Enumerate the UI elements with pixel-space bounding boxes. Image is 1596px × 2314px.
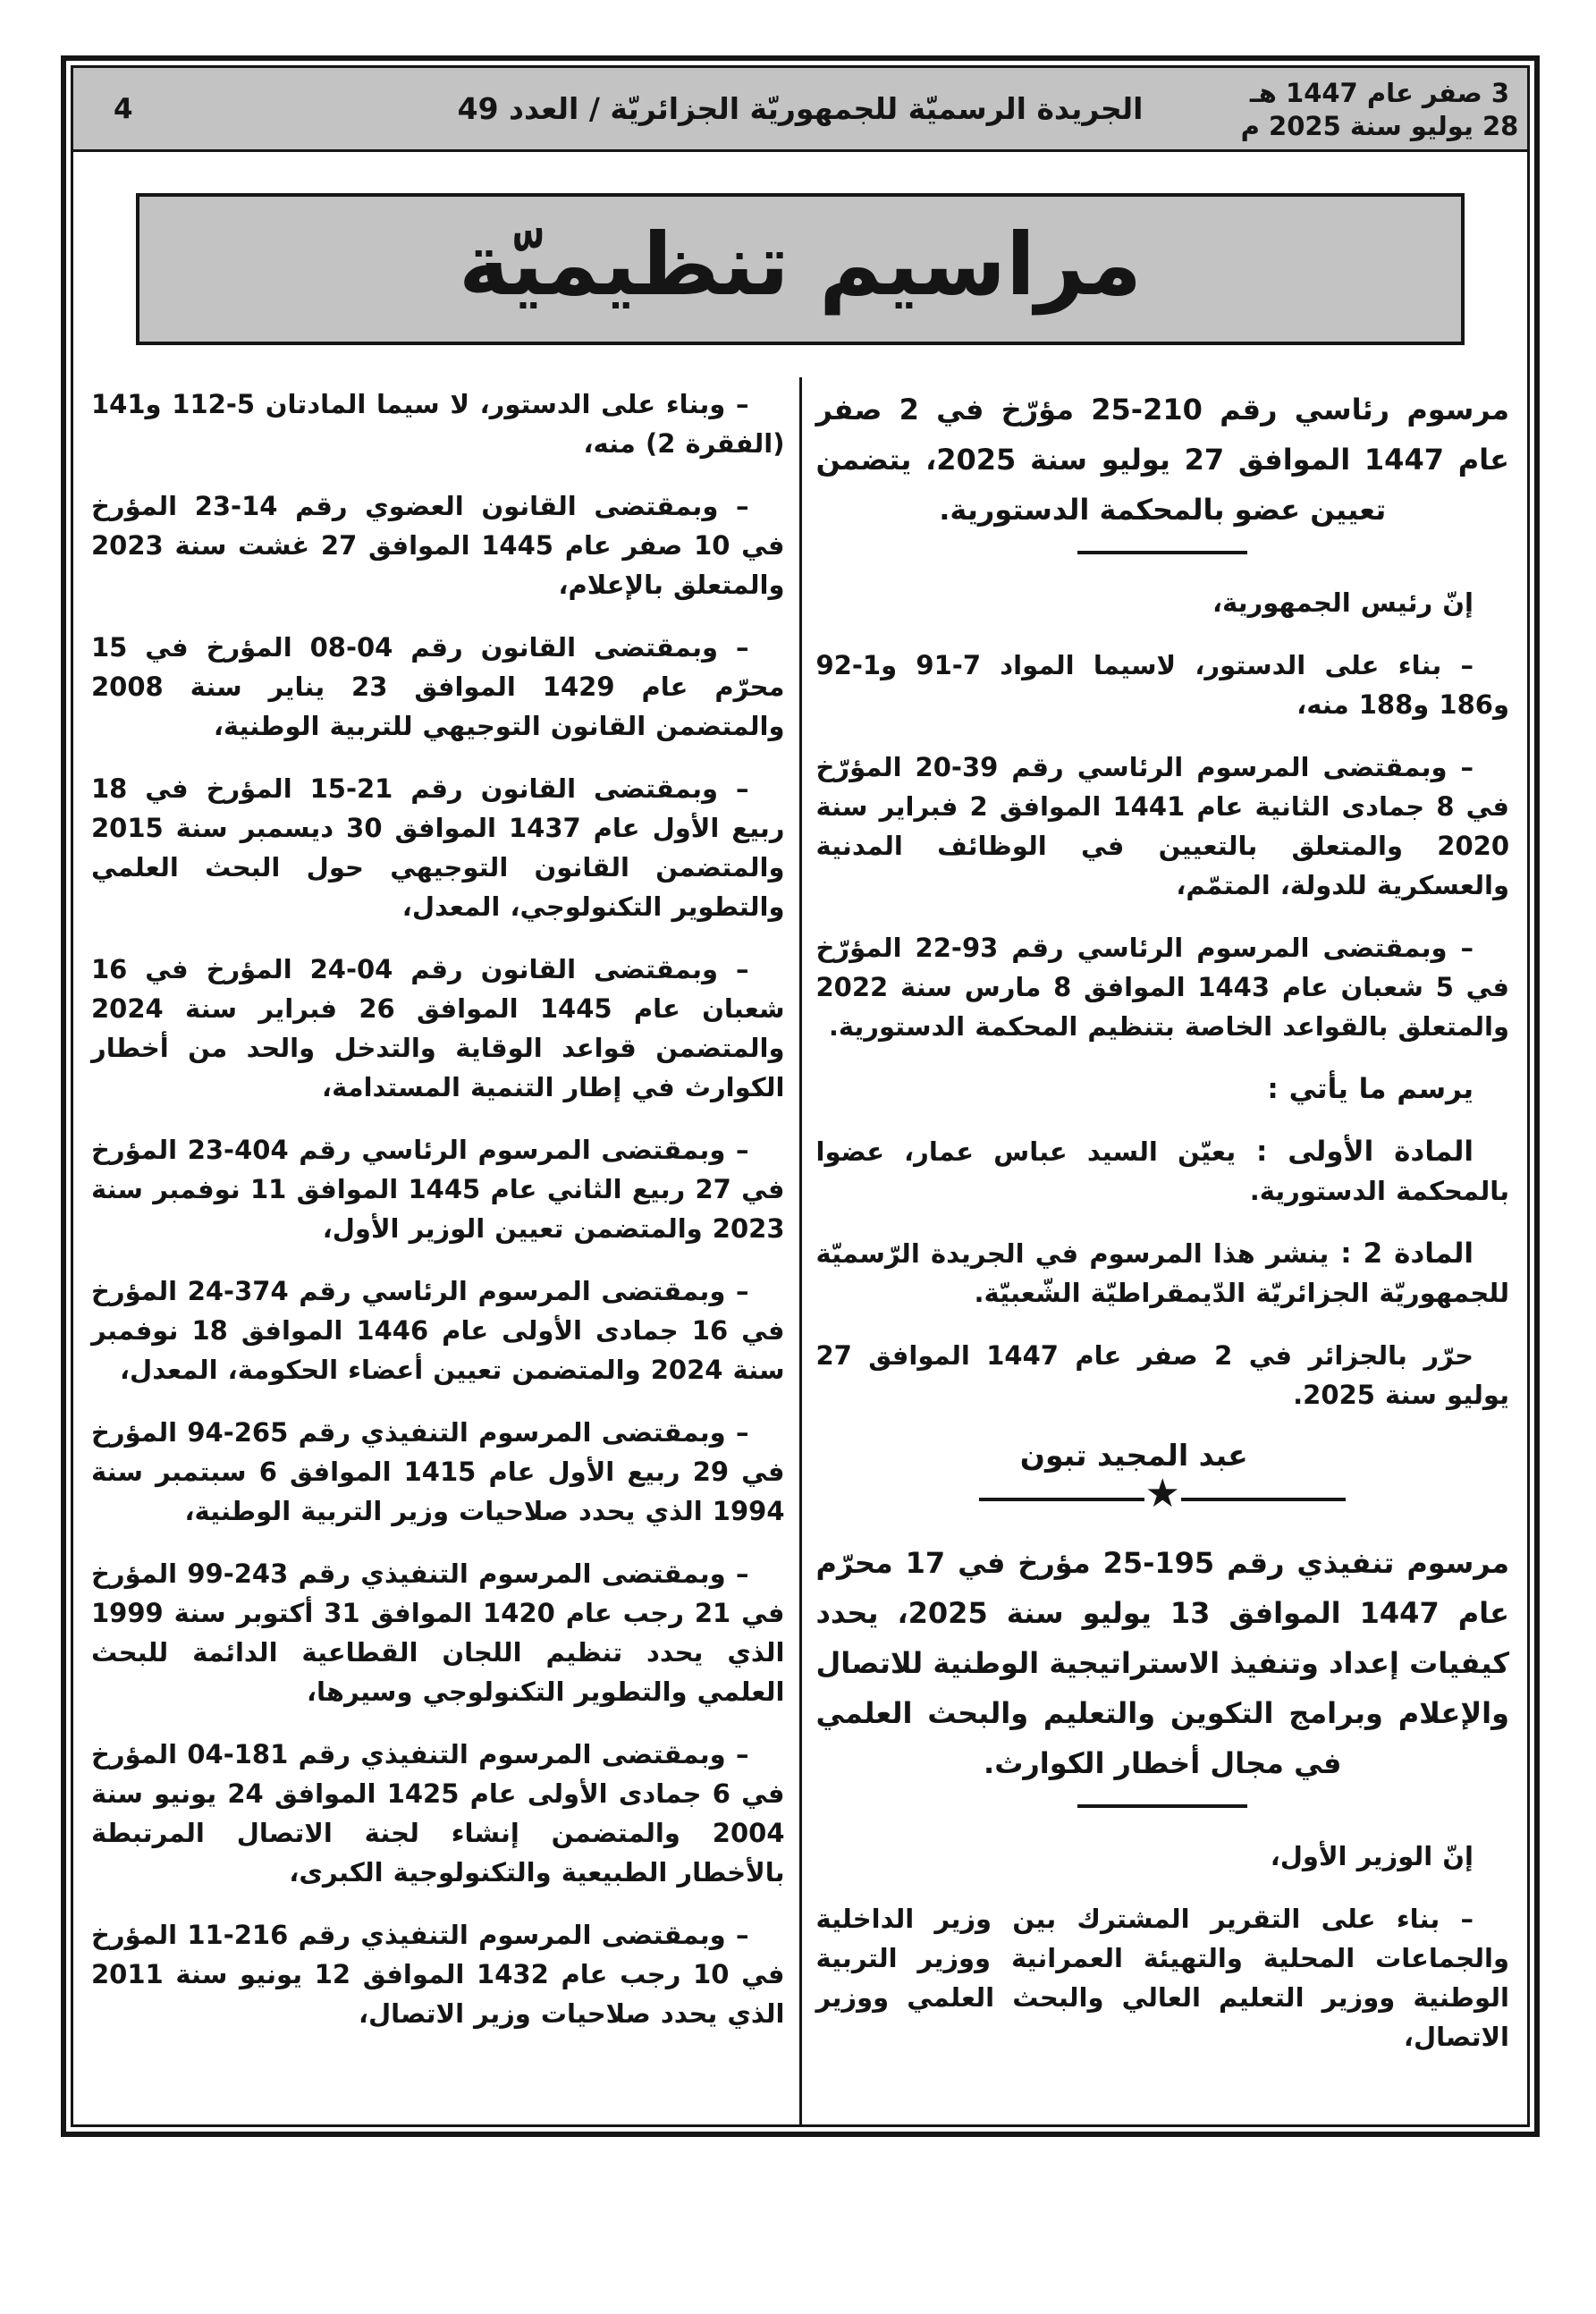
journal-title: الجريدة الرسميّة للجمهوريّة الجزائريّة / العدد 49 <box>457 91 1144 126</box>
decree-title-presidential: مرسوم رئاسي رقم 210-25 مؤرّخ في 2 صفر عام 1447 الموافق 27 يوليو سنة 2025، يتضمن تعيين عضو بالمحكمة الدستورية. <box>815 393 1510 527</box>
right-column <box>802 377 1524 2124</box>
paragraph-intro-prime-minister: إنّ الوزير الأول، <box>1270 1841 1474 1872</box>
section-rule <box>1077 551 1247 554</box>
article-2-text: ينشر هذا المرسوم في الجريدة الرّسميّة للجمهوريّة الجزائريّة الدّيمقراطيّة الشّعبيّة. <box>815 1238 1509 1308</box>
masthead-dates <box>1232 75 1527 143</box>
section-rule <box>1077 1804 1247 1808</box>
paragraph-visa: – وبمقتضى القانون رقم 04-08 المؤرخ في 15 محرّم عام 1429 الموافق 23 يناير سنة 2008 والمتضمن القانون التوجيهي للتربية الوطنية، <box>91 632 785 741</box>
paragraph-visa: – وبمقتضى القانون رقم 21-15 المؤرخ في 18 ربيع الأول عام 1437 الموافق 30 ديسمبر سنة 2015 والمتضمن القانون التوجيهي حول البحث العلمي والتطوير التكنولوجي، المعدل، <box>91 773 785 922</box>
paragraph-visa: – وبمقتضى المرسوم التنفيذي رقم 181-04 المؤرخ في 6 جمادى الأولى عام 1425 الموافق 24 يونيو سنة 2004 والمتضمن إنشاء لجنة الاتصال المرتبطة بالأخطار الطبيعية والتكنولوجية الكبرى، <box>91 1739 785 1888</box>
separator-line <box>1181 1498 1346 1501</box>
paragraph-visa: – وبمقتضى المرسوم الرئاسي رقم 374-24 المؤرخ في 16 جمادى الأولى عام 1446 الموافق 18 نوفمبر سنة 2024 والمتضمن تعيين أعضاء الحكومة، المعدل، <box>91 1276 785 1385</box>
separator-line <box>979 1498 1144 1501</box>
decrees-banner <box>136 193 1465 345</box>
paragraph-visa: – وبمقتضى المرسوم الرئاسي رقم 404-23 المؤرخ في 27 ربيع الثاني عام 1445 الموافق 11 نوفمبر سنة 2023 والمتضمن تعيين الوزير الأول، <box>91 1135 785 1244</box>
paragraph-visa: – وبمقتضى المرسوم الرئاسي رقم 39-20 المؤرّخ في 8 جمادى الثانية عام 1441 الموافق 2 فبراير سنة 2020 والمتعلق بالتعيين في الوظائف المدنية والعسكرية للدولة، المتمّم، <box>815 752 1510 900</box>
signature: عبد المجيد تبون <box>1019 1438 1248 1473</box>
article-1-text: يعيّن السيد عباس عمار، عضوا بالمحكمة الدستورية. <box>815 1136 1509 1206</box>
paragraph-article-2 <box>816 1234 1510 1313</box>
article-1-lead: المادة الأولى : <box>1236 1136 1474 1168</box>
text-columns <box>73 377 1527 2124</box>
article-2-lead: المادة 2 : <box>1329 1237 1474 1270</box>
paragraph-visa: – بناء على التقرير المشترك بين وزير الداخلية والجماعات المحلية والتهيئة العمرانية ووزير التربية الوطنية ووزير التعليم العالي والبحث العلمي ووزير الاتصال، <box>815 1904 1509 2053</box>
page-inner-frame <box>71 65 1530 2127</box>
decree-title-executive: مرسوم تنفيذي رقم 195-25 مؤرخ في 17 محرّم عام 1447 الموافق 13 يوليو سنة 2025، يحدد كيفيات إعداد وتنفيذ الاستراتيجية الوطنية للاتصال والإعلام وبرامج التكوين والتعليم والبحث العلمي في مجال أخطار الكوارث. <box>815 1546 1510 1781</box>
paragraph-visa: – وبمقتضى القانون رقم 04-24 المؤرخ في 16 شعبان عام 1445 الموافق 26 فبراير سنة 2024 والمتضمن قواعد الوقاية والتدخل والحد من أخطار الكوارث في إطار التنمية المستدامة، <box>91 954 785 1102</box>
paragraph-intro-president: إنّ رئيس الجمهورية، <box>1212 587 1474 618</box>
column-divider <box>799 377 802 2124</box>
star-icon: ★ <box>1144 1471 1180 1516</box>
left-column <box>77 377 799 2124</box>
gazette-page-frame <box>61 55 1540 2137</box>
paragraph-visa: – وبمقتضى المرسوم التنفيذي رقم 243-99 المؤرخ في 21 رجب عام 1420 الموافق 31 أكتوبر سنة 1999 الذي يحدد تنظيم اللجان القطاعية الدائمة للبحث العلمي والتطوير التكنولوجي وسيرها، <box>91 1558 785 1707</box>
paragraph-enactment: يرسم ما يأتي : <box>1267 1073 1474 1105</box>
banner-title: مراسيم تنظيميّة <box>458 215 1143 315</box>
paragraph-visa: – وبناء على الدستور، لا سيما المادتان 5-112 و141 (الفقرة 2) منه، <box>91 389 785 459</box>
page-number: 4 <box>114 92 133 125</box>
paragraph-visa: – وبمقتضى المرسوم الرئاسي رقم 93-22 المؤرّخ في 5 شعبان عام 1443 الموافق 8 مارس سنة 2022 والمتعلق بالقواعد الخاصة بتنظيم المحكمة الدستورية. <box>815 933 1509 1042</box>
masthead <box>73 68 1527 152</box>
gregorian-date: 28 يوليو سنة 2025 م <box>1240 110 1519 141</box>
paragraph-visa: – وبمقتضى القانون العضوي رقم 14-23 المؤرخ في 10 صفر عام 1445 الموافق 27 غشت سنة 2023 والمتعلق بالإعلام، <box>91 491 785 600</box>
paragraph-article-1 <box>816 1132 1510 1211</box>
paragraph-issued-at: حرّر بالجزائر في 2 صفر عام 1447 الموافق 27 يوليو سنة 2025. <box>815 1340 1509 1410</box>
star-separator <box>979 1471 1346 1516</box>
paragraph-visa: – بناء على الدستور، لاسيما المواد 7-91 و1-92 و186 و188 منه، <box>815 650 1509 720</box>
hijri-date: 3 صفر عام 1447 هـ <box>1249 77 1510 108</box>
paragraph-visa: – وبمقتضى المرسوم التنفيذي رقم 265-94 المؤرخ في 29 ربيع الأول عام 1415 الموافق 6 سبتمبر سنة 1994 الذي يحدد صلاحيات وزير التربية الوطنية، <box>91 1417 785 1526</box>
paragraph-visa: – وبمقتضى المرسوم التنفيذي رقم 216-11 المؤرخ في 10 رجب عام 1432 الموافق 12 يونيو سنة 2011 الذي يحدد صلاحيات وزير الاتصال، <box>91 1920 785 2029</box>
